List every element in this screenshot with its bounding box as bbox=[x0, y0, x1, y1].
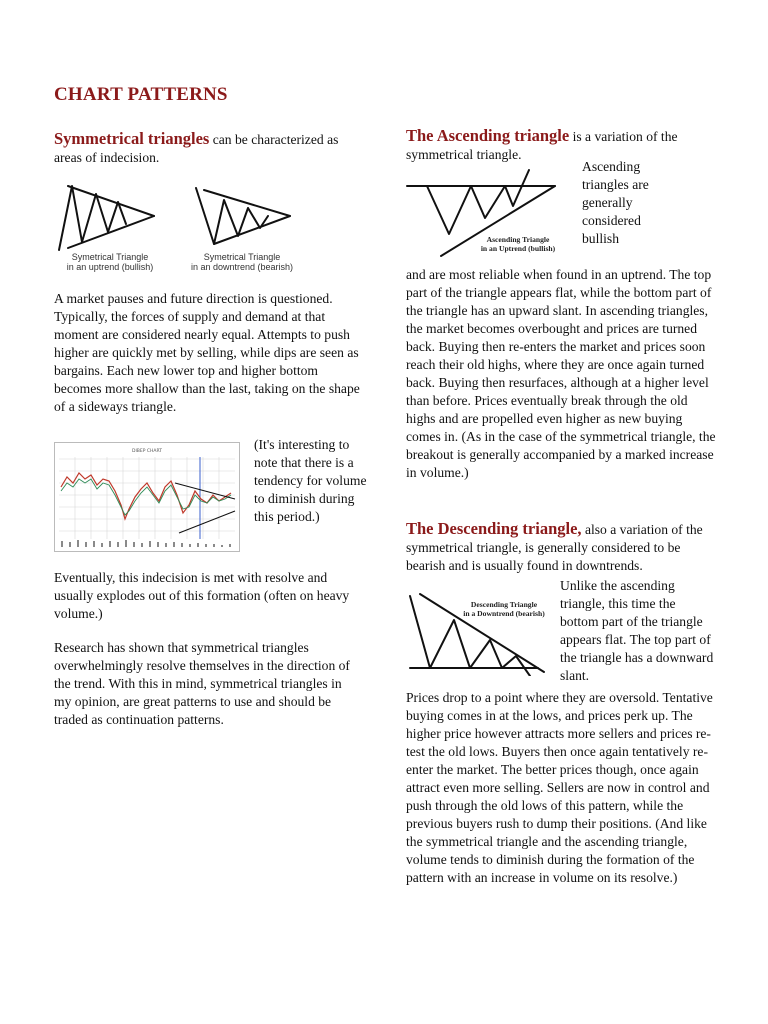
descending-caption bbox=[452, 600, 556, 618]
ascending-paragraph: and are most reliable when found in an uptrend. The top part of the triangle appears flat, while the bottom part of the triangle has an upward slant. In ascending triangles, the market becomes overbought and prices are turned back. Buying then re-enters the market and prices soon reach their old highs, where they are once again turned back. Buying then resurfaces, although at a higher level than before. Prices eventually break through the old highs and are propelled even higher as new buying comes in. (As in the case of the symmetrical triangle, the breakout is generally accompanied by a marked increase in volume.) bbox=[406, 267, 716, 480]
stock-chart-volume-bars bbox=[61, 540, 231, 547]
stock-chart-grid bbox=[59, 457, 235, 539]
caption-line: Descending Triangle bbox=[470, 600, 538, 609]
symmetrical-volume-note: (It's interesting to note that there is a tendency for volume to diminish during this period.) bbox=[254, 437, 367, 524]
symmetrical-heading: Symmetrical triangles bbox=[54, 129, 210, 148]
caption-line: Symetrical Triangle bbox=[71, 252, 149, 262]
stock-chart-svg bbox=[55, 443, 239, 551]
symmetrical-paragraph-2: Eventually, this indecision is met with resolve and usually explodes out of this formation (often on heavy volume.) bbox=[54, 570, 350, 621]
caption-line: in an uptrend (bullish) bbox=[66, 262, 154, 272]
uptrend-upper-line bbox=[68, 186, 154, 216]
descending-paragraph: Prices drop to a point where they are oversold. Tentative buying comes in at the lows, and prices perk up. The higher price however attracts more sellers and prices re-test the old lows. Buyers then once again tentatively re-enter the market. The better prices though, once again attract even more selling. Sellers are now in control and push through the old lows of this pattern, while the previous buyers rush to dump their positions. (And like the symmetrical triangle and the ascending triangle, volume tends to diminish during the formation of the pattern with an increase in volume on its resolve.) bbox=[406, 690, 713, 885]
caption-line: in an downtrend (bearish) bbox=[190, 262, 294, 272]
ascending-caption bbox=[466, 235, 570, 253]
symmetrical-paragraph-3: Research has shown that symmetrical triangles overwhelmingly resolve themselves in the direction of the trend. With this in mind, symmetrical triangles in my opinion, are great patterns to use and should be traded as continuation patterns. bbox=[54, 640, 350, 727]
stock-chart-title: DIBEP CHART bbox=[131, 449, 163, 454]
symmetrical-uptrend-figure bbox=[56, 182, 158, 254]
stock-chart-lower-trendline bbox=[179, 511, 235, 533]
ascending-side-note: Ascending triangles are generally considered bullish bbox=[582, 159, 649, 246]
document-title: CHART PATTERNS bbox=[54, 84, 228, 105]
caption-line: Symetrical Triangle bbox=[203, 252, 281, 262]
descending-intro-text: also a variation of the symmetrical triangle, is generally considered to be bearish and is usually found in downtrends. bbox=[406, 522, 703, 573]
caption-line: in an Uptrend (bullish) bbox=[480, 244, 556, 253]
caption-line: in a Downtrend (bearish) bbox=[463, 609, 545, 618]
descending-heading: The Descending triangle, bbox=[406, 519, 582, 538]
ascending-price-zigzag bbox=[427, 170, 529, 234]
caption-line: Ascending Triangle bbox=[486, 235, 550, 244]
stock-chart-price-line bbox=[61, 473, 231, 519]
symmetrical-uptrend-caption bbox=[60, 252, 160, 272]
ascending-heading: The Ascending triangle bbox=[406, 126, 570, 145]
downtrend-lower-line bbox=[214, 216, 290, 244]
ascending-intro-text: is a variation of the symmetrical triangle. bbox=[406, 129, 678, 162]
symmetrical-intro bbox=[54, 130, 364, 167]
stock-chart-thumbnail bbox=[54, 442, 240, 552]
symmetrical-downtrend-caption bbox=[182, 252, 302, 272]
symmetrical-downtrend-figure bbox=[194, 186, 294, 248]
symmetrical-paragraph-1: A market pauses and future direction is questioned. Typically, the forces of supply and demand at that moment are considered nearly equal. Attempts to push higher are quickly met by selling, while dips are seen as bargains. Each new lower top and higher bottom becomes more shallow than the last, taking on the shape of a sideways triangle. bbox=[54, 291, 360, 414]
symmetrical-intro-text: can be characterized as areas of indecision. bbox=[54, 132, 339, 165]
descending-side-note: Unlike the ascending triangle, this time the bottom part of the triangle appears flat. The top part of the triangle has a downward slant. bbox=[560, 578, 714, 683]
ascending-intro bbox=[406, 127, 714, 164]
downtrend-price-zigzag bbox=[196, 188, 268, 244]
stock-chart-upper-trendline bbox=[175, 483, 235, 499]
descending-intro bbox=[406, 520, 716, 575]
